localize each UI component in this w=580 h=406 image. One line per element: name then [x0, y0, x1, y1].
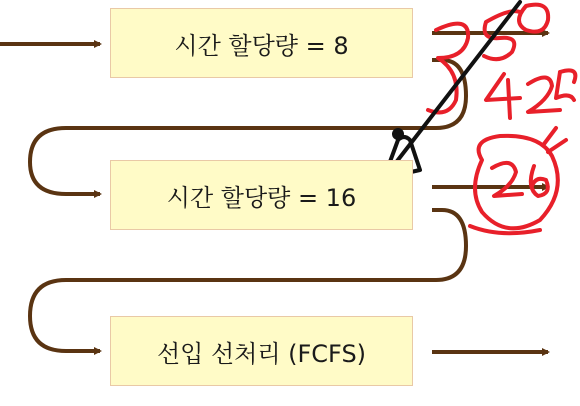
- queue-2-label: 시간 할당량 = 16: [166, 183, 357, 212]
- red-ink-scribbles: [428, 5, 575, 234]
- queue-3-label: 선입 선처리 (FCFS): [156, 339, 367, 368]
- queue-1-box: [110, 8, 413, 78]
- queue-3-box: [110, 316, 413, 386]
- queue-2-box: [110, 160, 413, 230]
- queue-1-label: 시간 할당량 = 8: [174, 31, 349, 60]
